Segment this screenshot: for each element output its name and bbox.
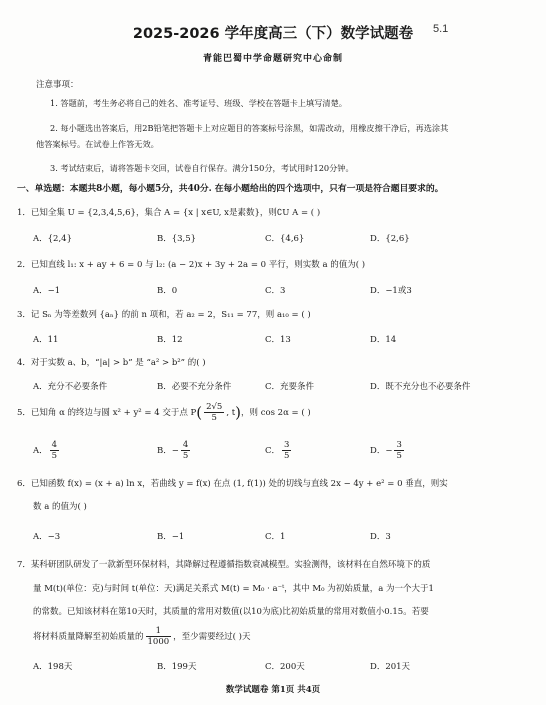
question-6-line-2: 数 a 的值为( )	[33, 502, 87, 512]
q6-option-a: A．−3	[33, 532, 61, 542]
question-7-line-1: 7．某科研团队研发了一款新型环保材料，其降解过程遵循指数衰减模型。实验测得，该材料在自然环境下的质	[17, 560, 431, 570]
q7-option-c: C．200天	[265, 662, 305, 672]
question-2: 2．已知直线 l₁: x + ay + 6 = 0 与 l₂: (a − 2)x + 3y + 2a = 0 平行，则实数 a 的值为( )	[17, 260, 366, 270]
question-6-line-1: 6．已知函数 f(x) = (x + a) ln x，若曲线 y = f(x) 在点 (1, f(1)) 处的切线与直线 2x − 4y + e² = 0 垂直，则实	[17, 479, 448, 489]
question-7-line-4: 将材料质量降解至初始质量的 $\frac{1}{1000}$ ，至少需要经过( )天	[33, 626, 251, 647]
question-3: 3．记 Sₙ 为等差数列 {aₙ} 的前 n 项和，若 a₂ = 2，S₁₁ = 77，则 a₁₀ = ( )	[17, 310, 311, 320]
q4-option-b: B．必要不充分条件	[157, 382, 232, 392]
notes-heading: 注意事项：	[36, 80, 79, 90]
q5-option-c: C． $\frac{3}{5}$	[265, 440, 290, 461]
question-7-line-3: 的常数。已知该材料在第10天时，其质量的常用对数值(以10为底)比初始质量的常用对数值小0.15。若要	[33, 607, 429, 617]
q6-option-b: B．−1	[157, 532, 185, 542]
q3-option-d: D．14	[370, 335, 397, 345]
q7-option-d: D．201天	[370, 662, 411, 672]
q7-option-a: A．198天	[33, 662, 73, 672]
q1-option-a: A．{2,4}	[33, 234, 72, 244]
q3-option-c: C．13	[265, 335, 291, 345]
q4-option-d: D．既不充分也不必要条件	[370, 382, 471, 392]
q3-option-a: A．11	[33, 335, 59, 345]
q1-option-c: C．{4,6}	[265, 234, 305, 244]
section-heading: 一、单选题：本题共8小题，每小题5分，共40分. 在每小题给出的四个选项中，只有一项是符合题目要求的。	[17, 184, 444, 194]
note-item: 1. 答题前，考生务必将自己的姓名、准考证号、班级、学校在答题卡上填写清楚。	[50, 98, 347, 108]
note-item: 他答案标号。在试卷上作答无效。	[36, 139, 159, 149]
q4-option-a: A．充分不必要条件	[33, 382, 108, 392]
page-footer: 数学试题卷 第1页 共4页	[225, 685, 321, 695]
q2-option-b: B．0	[157, 286, 178, 296]
note-item: 3. 考试结束后，请将答题卡交回，试卷自行保存。满分150分，考试用时120分钟。	[50, 163, 354, 173]
version-label: 5.1	[433, 23, 449, 35]
q5-option-d: D．− $\frac{3}{5}$	[370, 440, 402, 461]
q6-option-c: C．1	[265, 532, 286, 542]
question-5: 5．已知角 α 的终边与圆 x² + y² = 4 交于点 P( $\frac{2√5}{5}$ , t)，则 cos 2α = ( )	[17, 402, 311, 423]
exam-subtitle: 青能巴蜀中学命题研究中心命制	[202, 54, 343, 64]
question-1: 1．已知全集 U = {2,3,4,5,6}，集合 A = {x | x∈U, x是素数}，则∁U A = ( )	[17, 208, 321, 218]
q5-option-a: A． $\frac{4}{5}$	[33, 440, 58, 461]
q1-option-d: D．{2,6}	[370, 234, 410, 244]
q4-option-c: C．充要条件	[265, 382, 315, 392]
q5-point-t: , t	[226, 408, 236, 418]
q2-option-d: D．−1或3	[370, 286, 412, 296]
q3-option-b: B．12	[157, 335, 183, 345]
exam-title: 2025-2026 学年度高三（下）数学试题卷	[132, 26, 414, 42]
q5-text-start: 5．已知角 α 的终边与圆 x² + y² = 4 交于点 P	[17, 408, 197, 418]
q5-option-b: B．− $\frac{4}{5}$	[157, 440, 189, 461]
question-7-line-2: 量 M(t)(单位：克)与时间 t(单位：天)满足关系式 M(t) = M₀ · a⁻ᵗ，其中 M₀ 为初始质量，a 为一个大于1	[33, 584, 434, 594]
q2-option-a: A．−1	[33, 286, 61, 296]
q7-option-b: B．199天	[157, 662, 197, 672]
note-item: 2. 每小题选出答案后，用2B铅笔把答题卡上对应题目的答案标号涂黑，如需改动，用橡皮擦干净后，再选涂其	[50, 123, 449, 133]
q7-fraction: $\frac{1}{1000}$	[147, 626, 170, 647]
q1-option-b: B．{3,5}	[157, 234, 197, 244]
q6-option-d: D．3	[370, 532, 391, 542]
question-4: 4．对于实数 a、b，“|a| > b” 是 “a² > b²” 的( )	[17, 358, 206, 368]
q5-point-fraction: $\frac{2√5}{5}$	[206, 402, 223, 423]
q5-text-end: ，则 cos 2α = ( )	[241, 408, 311, 418]
q2-option-c: C．3	[265, 286, 286, 296]
